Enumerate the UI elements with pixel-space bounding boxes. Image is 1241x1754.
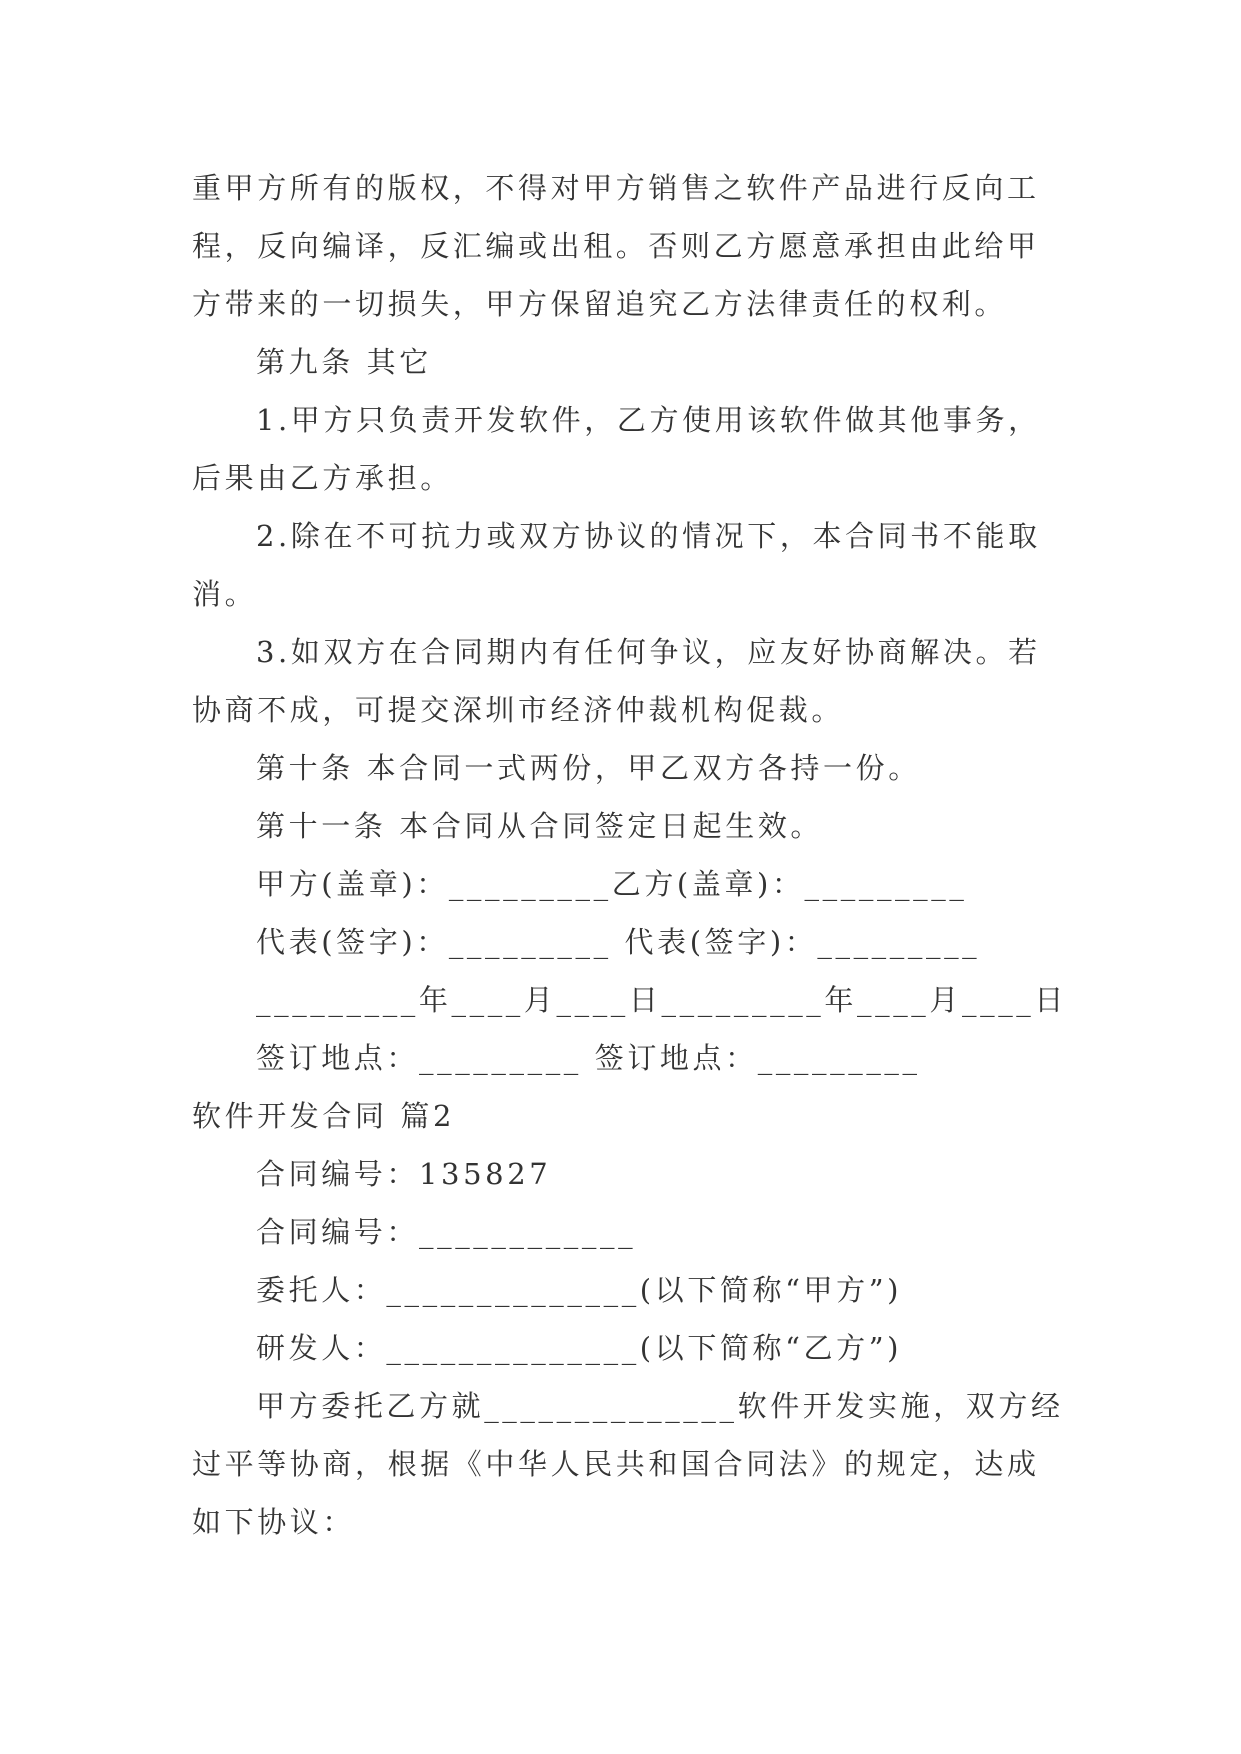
text-line: 1.甲方只负责开发软件，乙方使用该软件做其他事务， [256, 403, 1041, 437]
text-line: 甲方委托乙方就______________软件开发实施，双方经 [256, 1389, 1064, 1423]
article-10: 第十条 本合同一式两份，甲乙双方各持一份。 [256, 751, 921, 785]
text-line: 如下协议： [192, 1505, 356, 1539]
text-line: 后果由乙方承担。 [192, 461, 453, 495]
article-11: 第十一条 本合同从合同签定日起生效。 [256, 809, 824, 843]
text-line: 方带来的一切损失，甲方保留追究乙方法律责任的权利。 [192, 287, 1008, 321]
text-line: 程，反向编译，反汇编或出租。否则乙方愿意承担由此给甲 [192, 229, 1040, 263]
contract-number: 合同编号：135827 [256, 1157, 552, 1191]
signature-line: 代表(签字)：_________ 代表(签字)：_________ [256, 925, 981, 959]
text-line: 3.如双方在合同期内有任何争议，应友好协商解决。若 [256, 635, 1041, 669]
section-title: 软件开发合同 篇2 [192, 1099, 456, 1133]
article-9-heading: 第九条 其它 [256, 345, 432, 379]
contract-number-blank: 合同编号：____________ [256, 1215, 637, 1249]
text-line: 过平等协商，根据《中华人民共和国合同法》的规定，达成 [192, 1447, 1040, 1481]
developer-line: 研发人：______________(以下简称“乙方”) [256, 1331, 903, 1365]
text-line: 2.除在不可抗力或双方协议的情况下，本合同书不能取 [256, 519, 1041, 553]
date-line: _________年____月____日_________年____月____日 [256, 983, 1067, 1017]
text-line: 重甲方所有的版权，不得对甲方销售之软件产品进行反向工 [192, 171, 1040, 205]
place-line: 签订地点：_________ 签订地点：_________ [256, 1041, 921, 1075]
text-line: 协商不成，可提交深圳市经济仲裁机构促裁。 [192, 693, 845, 727]
text-line: 消。 [192, 577, 258, 611]
seal-line: 甲方(盖章)：_________乙方(盖章)：_________ [256, 867, 968, 901]
client-line: 委托人：______________(以下简称“甲方”) [256, 1273, 903, 1307]
